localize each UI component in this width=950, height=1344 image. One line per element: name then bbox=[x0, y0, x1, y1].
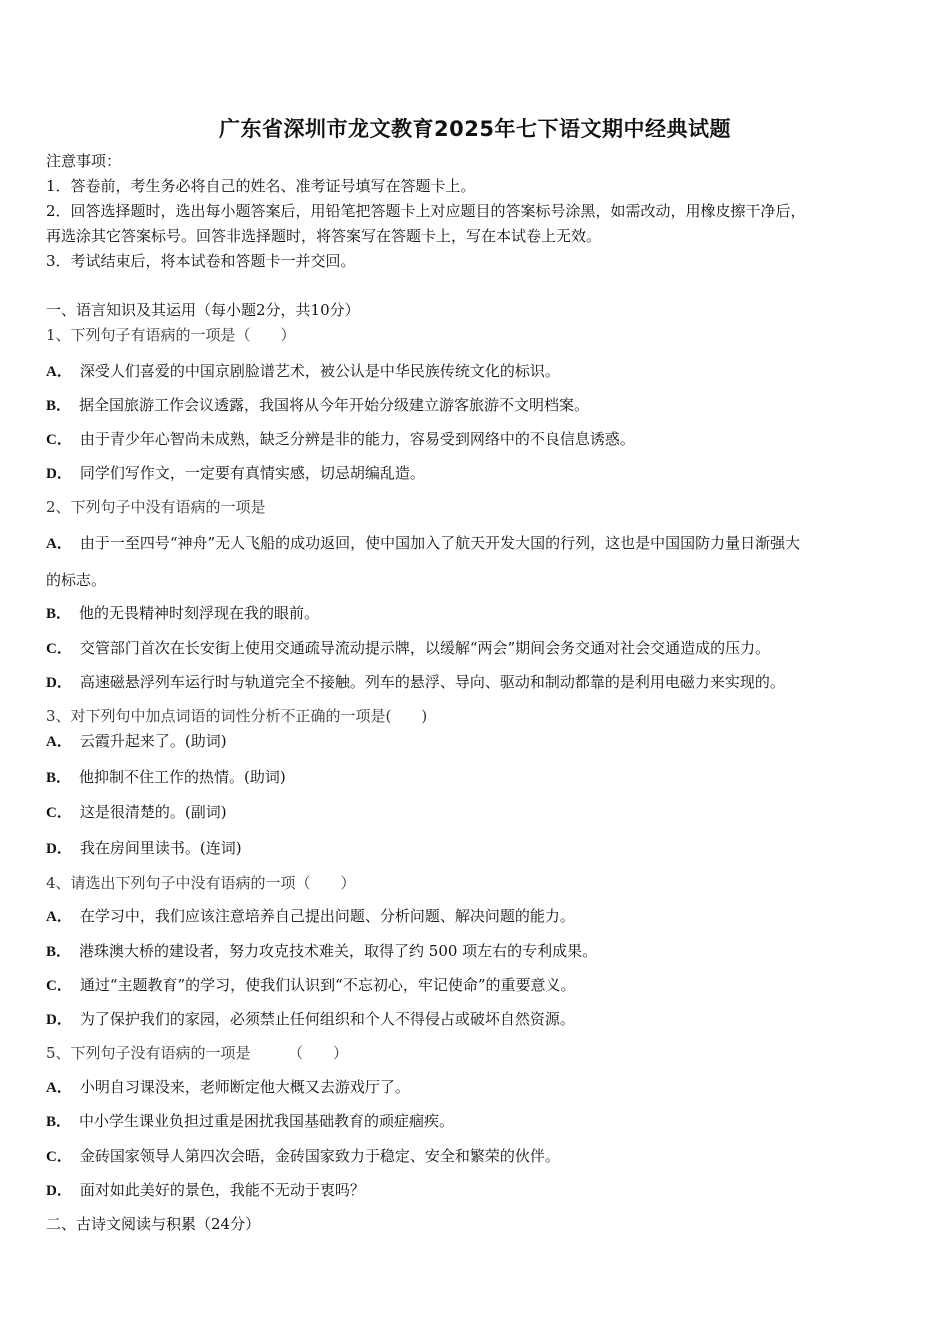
question-3-option-c bbox=[46, 802, 227, 823]
option-text: 他的无畏精神时刻浮现在我的眼前。 bbox=[79, 604, 320, 622]
notice-item-2-cont: 再选涂其它答案标号。回答非选择题时，将答案写在答题卡上，写在本试卷上无效。 bbox=[46, 227, 602, 245]
option-letter: A． bbox=[46, 536, 72, 552]
question-3-option-d bbox=[46, 838, 242, 859]
question-2-option-d bbox=[46, 672, 785, 693]
option-letter: B． bbox=[46, 1114, 72, 1130]
option-letter: C． bbox=[46, 1149, 72, 1165]
question-4-option-c bbox=[46, 975, 576, 996]
question-1-stem: 1、下列句子有语病的一项是（ ） bbox=[46, 326, 296, 344]
option-text: 据全国旅游工作会议透露，我国将从今年开始分级建立游客旅游不文明档案。 bbox=[79, 396, 590, 414]
option-text: 金砖国家领导人第四次会晤，金砖国家致力于稳定、安全和繁荣的伙伴。 bbox=[79, 1147, 560, 1165]
option-text: 为了保护我们的家园，必须禁止任何组织和个人不得侵占或破坏自然资源。 bbox=[79, 1010, 575, 1028]
option-text: 他抑制不住工作的热情。(助词) bbox=[79, 768, 286, 786]
question-4-option-d bbox=[46, 1009, 575, 1030]
question-5-stem: 5、下列句子没有语病的一项是 （ ） bbox=[46, 1044, 349, 1062]
option-text: 由于一至四号“神舟”无人飞船的成功返回，使中国加入了航天开发大国的行列，这也是中国国防力量日渐强大 bbox=[79, 534, 801, 552]
question-1-option-a bbox=[46, 361, 560, 382]
option-letter: C． bbox=[46, 978, 72, 994]
option-letter: D． bbox=[46, 1012, 72, 1028]
question-2-option-b bbox=[46, 603, 319, 624]
question-4-stem: 4、请选出下列句子中没有语病的一项（ ） bbox=[46, 874, 356, 892]
option-letter: C． bbox=[46, 641, 72, 657]
page-title: 广东省深圳市龙文教育2025年七下语文期中经典试题 bbox=[219, 117, 731, 141]
option-letter: B． bbox=[46, 398, 72, 414]
option-text: 高速磁悬浮列车运行时与轨道完全不接触。列车的悬浮、导向、驱动和制动都靠的是利用电磁力来实现的。 bbox=[79, 673, 785, 691]
option-text: 由于青少年心智尚未成熟，缺乏分辨是非的能力，容易受到网络中的不良信息诱惑。 bbox=[79, 430, 635, 448]
question-2-stem: 2、下列句子中没有语病的一项是 bbox=[46, 498, 266, 516]
option-letter: A． bbox=[46, 909, 72, 925]
question-5-option-c bbox=[46, 1146, 560, 1167]
notice-item-3: 3．考试结束后，将本试卷和答题卡一并交回。 bbox=[46, 252, 356, 270]
question-5-option-a bbox=[46, 1077, 410, 1098]
question-5-option-b bbox=[46, 1111, 454, 1132]
option-letter: A． bbox=[46, 734, 72, 750]
option-letter: B． bbox=[46, 770, 72, 786]
option-letter: A． bbox=[46, 364, 72, 380]
option-text: 通过“主题教育”的学习，使我们认识到“不忘初心，牢记使命”的重要意义。 bbox=[79, 976, 576, 994]
question-3-option-b bbox=[46, 767, 286, 788]
option-text: 中小学生课业负担过重是困扰我国基础教育的顽症痼疾。 bbox=[79, 1112, 455, 1130]
option-letter: D． bbox=[46, 466, 72, 482]
option-letter: D． bbox=[46, 1183, 72, 1199]
section-heading-2: 二、古诗文阅读与积累（24分） bbox=[46, 1215, 261, 1233]
option-text: 在学习中，我们应该注意培养自己提出问题、分析问题、解决问题的能力。 bbox=[79, 907, 575, 925]
question-4-option-a bbox=[46, 906, 575, 927]
option-letter: B． bbox=[46, 606, 72, 622]
option-text: 这是很清楚的。(副词) bbox=[79, 803, 227, 821]
question-2-option-a-cont: 的标志。 bbox=[46, 571, 107, 589]
option-text: 交管部门首次在长安街上使用交通疏导流动提示牌，以缓解“两会”期间会务交通对社会交通造成的压力。 bbox=[79, 639, 771, 657]
option-text: 云霞升起来了。(助词) bbox=[79, 732, 227, 750]
option-letter: C． bbox=[46, 805, 72, 821]
question-2-option-a bbox=[46, 533, 800, 554]
option-text: 深受人们喜爱的中国京剧脸谱艺术，被公认是中华民族传统文化的标识。 bbox=[79, 362, 560, 380]
option-letter: D． bbox=[46, 675, 72, 691]
question-2-option-c bbox=[46, 638, 770, 659]
question-5-option-d bbox=[46, 1180, 365, 1201]
option-letter: B． bbox=[46, 944, 72, 960]
section-heading-1: 一、语言知识及其运用（每小题2分，共10分） bbox=[46, 301, 360, 319]
notice-heading: 注意事项： bbox=[46, 152, 122, 170]
option-text: 我在房间里读书。(连词) bbox=[79, 839, 242, 857]
question-3-stem: 3、对下列句中加点词语的词性分析不正确的一项是( ) bbox=[46, 707, 428, 725]
notice-item-2: 2．回答选择题时，选出每小题答案后，用铅笔把答题卡上对应题目的答案标号涂黑，如需改动，用橡皮擦干净后， bbox=[46, 202, 806, 220]
option-letter: D． bbox=[46, 841, 72, 857]
option-text: 面对如此美好的景色，我能不无动于衷吗？ bbox=[79, 1181, 365, 1199]
option-text: 同学们写作文，一定要有真情实感，切忌胡编乱造。 bbox=[79, 464, 425, 482]
question-1-option-c bbox=[46, 429, 635, 450]
question-4-option-b bbox=[46, 941, 597, 962]
question-1-option-b bbox=[46, 395, 589, 416]
question-3-option-a bbox=[46, 731, 227, 752]
notice-item-1: 1．答卷前，考生务必将自己的姓名、准考证号填写在答题卡上。 bbox=[46, 177, 476, 195]
option-text: 港珠澳大桥的建设者，努力攻克技术难关，取得了约 500 项左右的专利成果。 bbox=[79, 942, 598, 960]
option-letter: A． bbox=[46, 1080, 72, 1096]
option-text: 小明自习课没来，老师断定他大概又去游戏厅了。 bbox=[79, 1078, 410, 1096]
question-1-option-d bbox=[46, 463, 425, 484]
option-letter: C． bbox=[46, 432, 72, 448]
